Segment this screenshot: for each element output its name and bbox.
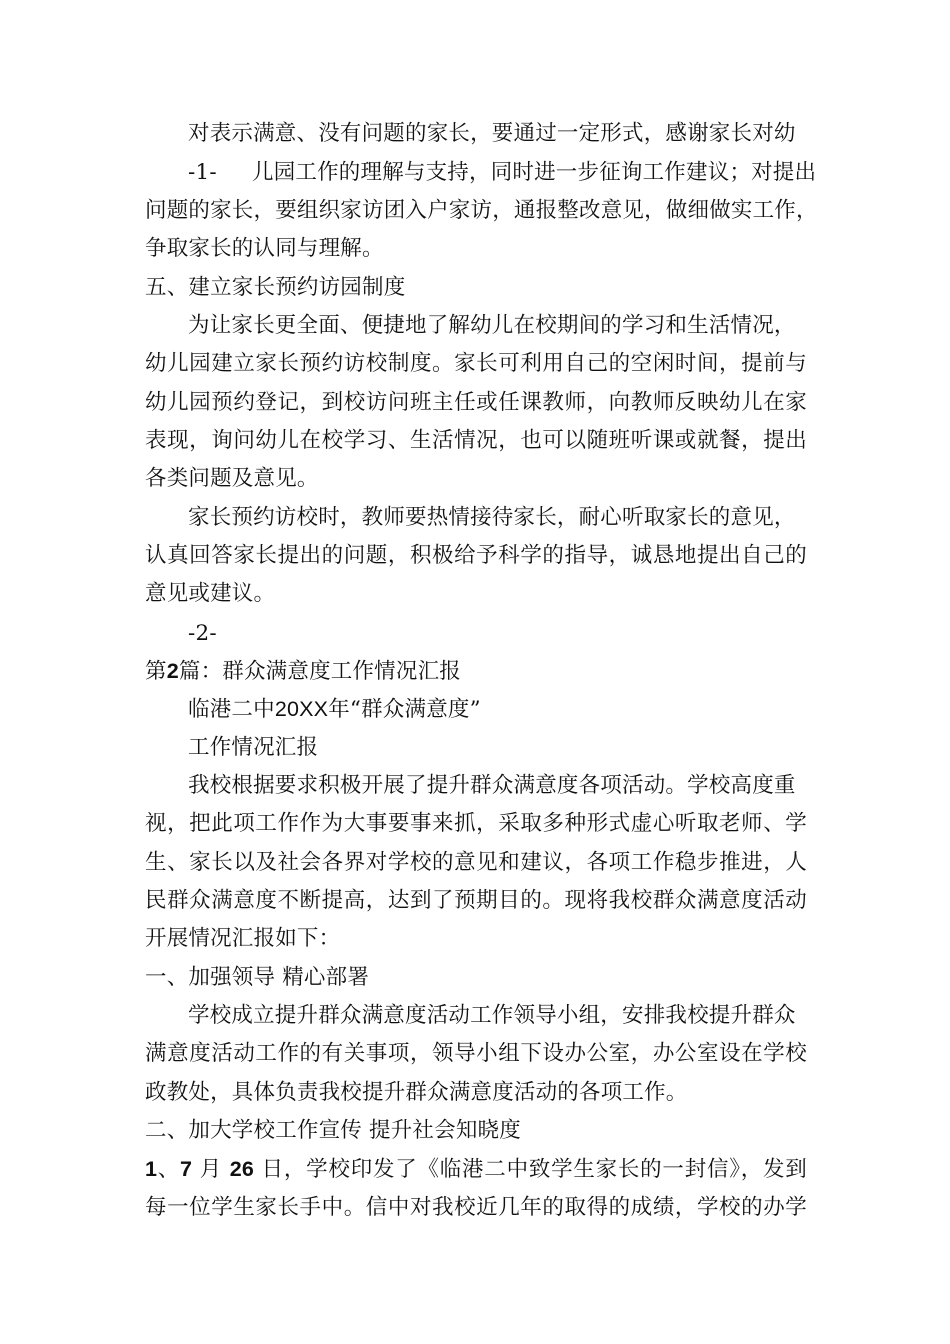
paragraph-line: 对表示满意、没有问题的家长，要通过一定形式，感谢家长对幼 (188, 121, 796, 146)
section-title-number: 2 (166, 659, 179, 683)
section-heading: 五、建立家长预约访园制度 (145, 275, 406, 300)
paragraph-line: 政教处，具体负责我校提升群众满意度活动的各项工作。 (145, 1080, 688, 1105)
report-title-line: 工作情况汇报 (188, 735, 319, 760)
section-heading: 一、加强领导 精心部署 (145, 965, 370, 990)
paragraph-line: 我校根据要求积极开展了提升群众满意度各项活动。学校高度重 (188, 773, 796, 798)
section-heading: 二、加大学校工作宣传 提升社会知晓度 (145, 1118, 521, 1143)
report-title-topic: 年“群众满意度” (328, 697, 481, 722)
paragraph-line: 争取家长的认同与理解。 (145, 236, 384, 261)
paragraph-text: 日，学校印发了《临港二中致学生家长的一封信》，发到 (261, 1157, 807, 1182)
paragraph-line: 每一位学生家长手中。信中对我校近几年的取得的成绩，学校的办学 (145, 1195, 807, 1220)
paragraph-line: 问题的家长，要组织家访团入户家访，通报整改意见，做细做实工作， (145, 198, 818, 223)
paragraph-line: 生、家长以及社会各界对学校的意见和建议，各项工作稳步推进，人 (145, 850, 807, 875)
paragraph-line: 满意度活动工作的有关事项，领导小组下设办公室，办公室设在学校 (145, 1041, 807, 1066)
report-title-year: 20XX (274, 697, 329, 721)
paragraph-line: 民群众满意度不断提高，达到了预期目的。现将我校群众满意度活动 (145, 888, 807, 913)
section-title-text: 篇：群众满意度工作情况汇报 (178, 659, 461, 684)
paragraph-line (145, 1154, 807, 1185)
paragraph-line: 意见或建议。 (145, 581, 276, 606)
page-number-marker: -1- (188, 160, 217, 185)
report-title-school: 临港二中 (188, 697, 275, 722)
paragraph-line: 学校成立提升群众满意度活动工作领导小组，安排我校提升群众 (188, 1003, 796, 1028)
list-separator: 、 (157, 1157, 181, 1182)
section-title-prefix: 第 (145, 659, 167, 684)
paragraph-line: 幼儿园预约登记，到校访问班主任或任课教师，向教师反映幼儿在家 (145, 390, 807, 415)
paragraph-line: 为让家长更全面、便捷地了解幼儿在校期间的学习和生活情况， (188, 313, 796, 338)
date-month-number: 7 (180, 1157, 193, 1181)
paragraph-line: 认真回答家长提出的问题，积极给予科学的指导，诚恳地提出自己的 (145, 543, 807, 568)
list-number: 1 (145, 1157, 158, 1181)
page-number-marker: -2- (188, 621, 217, 646)
paragraph-line: 开展情况汇报如下： (145, 926, 341, 951)
section-title (145, 656, 461, 687)
paragraph-line: 各类问题及意见。 (145, 466, 319, 491)
paragraph-line: 表现，询问幼儿在校学习、生活情况，也可以随班听课或就餐，提出 (145, 428, 807, 453)
date-day-number: 26 (229, 1157, 255, 1181)
date-month-label: 月 (199, 1157, 223, 1182)
paragraph-line: 视，把此项工作作为大事要事来抓，采取多种形式虚心听取老师、学 (145, 811, 807, 836)
paragraph-line: 家长预约访校时，教师要热情接待家长，耐心听取家长的意见， (188, 505, 796, 530)
paragraph-line: 幼儿园建立家长预约访校制度。家长可利用自己的空闲时间，提前与 (145, 351, 807, 376)
paragraph-line: 儿园工作的理解与支持，同时进一步征询工作建议；对提出 (252, 160, 817, 185)
report-title-line (188, 694, 481, 725)
